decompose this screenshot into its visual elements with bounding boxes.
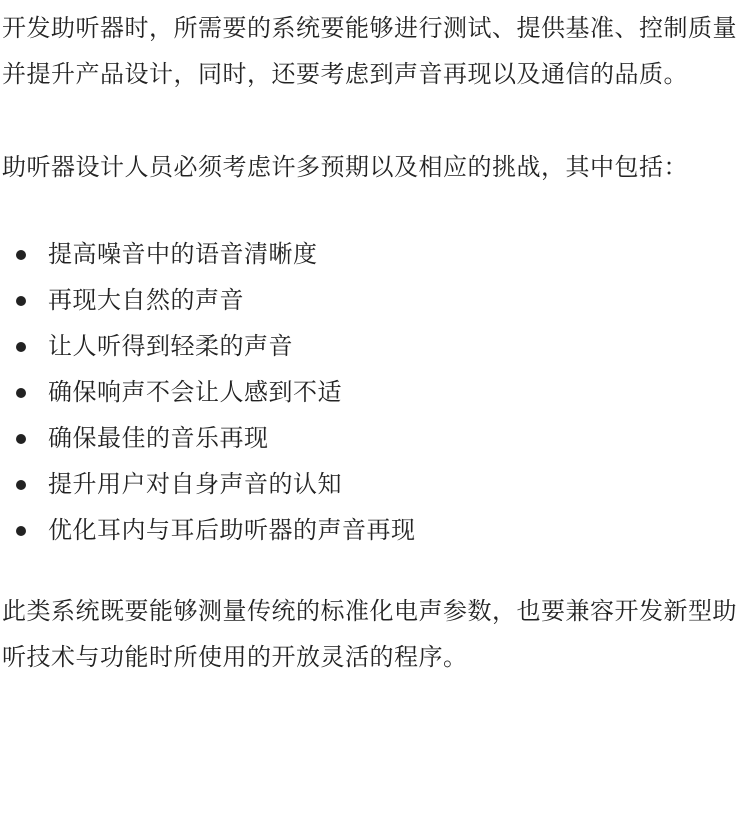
list-item-text: 让人听得到轻柔的声音 [48, 332, 293, 360]
list-item-text: 提升用户对自身声音的认知 [48, 470, 342, 498]
list-item [2, 415, 746, 461]
bullet-icon [16, 250, 26, 260]
intro-paragraph: 开发助听器时，所需要的系统要能够进行测试、提供基准、控制质量并提升产品设计，同时，还要考虑到声音再现以及通信的品质。 [2, 14, 737, 88]
list-item [2, 369, 746, 415]
list-item-text: 再现大自然的声音 [48, 286, 244, 314]
list-item [2, 231, 746, 277]
list-item [2, 507, 746, 553]
list-item [2, 323, 746, 369]
list-item-text: 提高噪音中的语音清晰度 [48, 240, 318, 268]
article-body [0, 5, 746, 680]
bullet-icon [16, 342, 26, 352]
bullet-icon [16, 526, 26, 536]
bullet-icon [16, 296, 26, 306]
challenges-list [2, 231, 746, 553]
closing-paragraph: 此类系统既要能够测量传统的标准化电声参数，也要兼容开发新型助听技术与功能时所使用的开放灵活的程序。 [2, 597, 737, 671]
bullet-icon [16, 480, 26, 490]
list-item [2, 461, 746, 507]
list-item [2, 277, 746, 323]
bullet-icon [16, 434, 26, 444]
list-item-text: 确保最佳的音乐再现 [48, 424, 269, 452]
list-item-text: 优化耳内与耳后助听器的声音再现 [48, 516, 416, 544]
list-item-text: 确保响声不会让人感到不适 [48, 378, 342, 406]
challenges-intro-paragraph: 助听器设计人员必须考虑许多预期以及相应的挑战，其中包括： [2, 153, 688, 181]
bullet-icon [16, 388, 26, 398]
